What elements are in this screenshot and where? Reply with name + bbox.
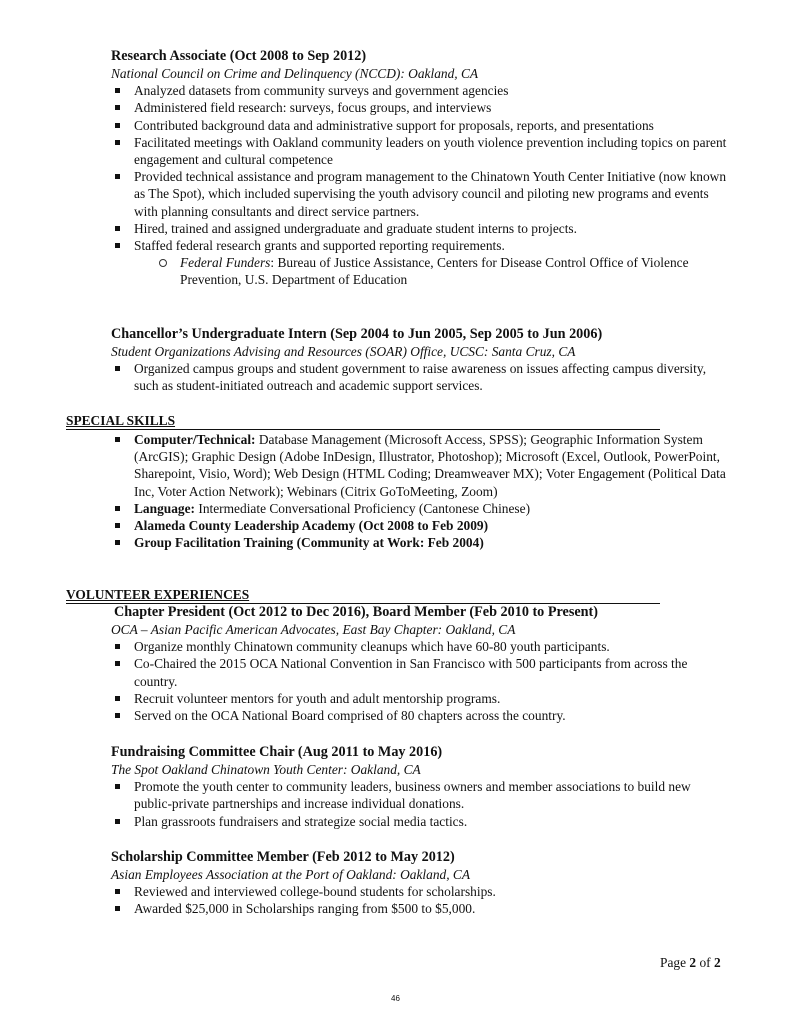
skill-label: Computer/Technical: xyxy=(134,432,256,447)
job-organization: OCA – Asian Pacific American Advocates, East Bay Chapter: Oakland, CA xyxy=(111,622,516,637)
page-total: 2 xyxy=(713,955,721,970)
job-title: Fundraising Committee Chair (Aug 2011 to May 2016) xyxy=(111,744,443,760)
job-bullets xyxy=(111,638,731,724)
job-organization: Student Organizations Advising and Resources (SOAR) Office, UCSC: Santa Cruz, CA xyxy=(111,344,576,359)
fundraising-section xyxy=(111,743,731,830)
job-bullets xyxy=(111,360,731,394)
list-item: Plan grassroots fundraisers and strategize social media tactics. xyxy=(111,813,731,830)
sub-bullets xyxy=(111,254,731,288)
list-item: Analyzed datasets from community surveys and government agencies xyxy=(111,82,731,99)
list-item xyxy=(111,500,741,517)
list-item: Promote the youth center to community leaders, business owners and member associations to build new public-private partnerships and increase individual donations. xyxy=(111,778,731,812)
list-item: Group Facilitation Training (Community at Work: Feb 2004) xyxy=(111,534,741,551)
list-item: Served on the OCA National Board comprised of 80 chapters across the country. xyxy=(111,707,731,724)
research-associate-section xyxy=(111,47,731,289)
page-word: Page xyxy=(660,955,690,970)
job-organization: Asian Employees Association at the Port of Oakland: Oakland, CA xyxy=(111,867,471,882)
job-title: Chapter President (Oct 2012 to Dec 2016), Board Member (Feb 2010 to Present) xyxy=(114,604,598,620)
skill-text: Intermediate Conversational Proficiency (Cantonese Chinese) xyxy=(195,500,531,516)
skill-text: Database Management (Microsoft Access, SPSS); Geographic Information System (ArcGIS); Graphic Design (Adobe InDesign, Illustrator, Photoshop); Microsoft (Excel, Outlook, PowerPoint, Sharepoint, Visio, Word); Web Design (HTML Coding; Dreamweaver MX); Voter Engagement (Political Data Inc, Voter Action Network); Webinars (Citrix GoToMeeting, Zoom) xyxy=(134,432,726,499)
list-item: Reviewed and interviewed college-bound students for scholarships. xyxy=(111,883,731,900)
skill-label: Language: xyxy=(134,500,196,516)
list-item: Contributed background data and administrative support for proposals, reports, and presentations xyxy=(111,117,731,134)
of-word: of xyxy=(696,955,714,970)
list-item: Hired, trained and assigned undergraduate and graduate student interns to projects. xyxy=(111,220,731,237)
job-title: Research Associate (Oct 2008 to Sep 2012) xyxy=(111,48,367,64)
job-title: Scholarship Committee Member (Feb 2012 to May 2012) xyxy=(111,849,455,865)
job-organization: National Council on Crime and Delinquency (NCCD): Oakland, CA xyxy=(111,66,479,81)
list-item: Alameda County Leadership Academy (Oct 2008 to Feb 2009) xyxy=(111,517,741,534)
job-bullets xyxy=(111,778,731,830)
list-item: Facilitated meetings with Oakland community leaders on youth violence prevention including topics on parent engagement and cultural competence xyxy=(111,134,731,168)
list-item: Recruit volunteer mentors for youth and adult mentorship programs. xyxy=(111,690,731,707)
document-page-number: 46 xyxy=(391,994,400,1003)
oca-section xyxy=(114,603,734,621)
oca-details xyxy=(111,621,731,724)
skills-bullets xyxy=(111,431,741,551)
sub-text: : Bureau of Justice Assistance, Centers for Disease Control Office of Violence Prevention, U.S. Department of Education xyxy=(180,255,689,288)
list-item: Staffed federal research grants and supported reporting requirements. xyxy=(111,237,731,254)
job-organization: The Spot Oakland Chinatown Youth Center: Oakland, CA xyxy=(111,762,421,777)
job-bullets xyxy=(111,883,731,917)
special-skills-list xyxy=(111,431,741,551)
intern-section xyxy=(111,325,731,395)
list-item: Awarded $25,000 in Scholarships ranging from $500 to $5,000. xyxy=(111,900,731,917)
page-current: 2 xyxy=(689,955,697,970)
list-item xyxy=(111,431,741,500)
list-item: Administered field research: surveys, focus groups, and interviews xyxy=(111,99,731,116)
list-item: Organized campus groups and student government to raise awareness on issues affecting campus diversity, such as student-initiated outreach and academic support services. xyxy=(111,360,731,394)
list-item: Co-Chaired the 2015 OCA National Convention in San Francisco with 500 participants from across the country. xyxy=(111,655,731,689)
list-item: Organize monthly Chinatown community cleanups which have 60-80 youth participants. xyxy=(111,638,731,655)
sub-label: Federal Funders xyxy=(180,255,271,271)
job-bullets xyxy=(111,82,731,254)
page-indicator xyxy=(660,954,721,971)
job-title: Chancellor’s Undergraduate Intern (Sep 2004 to Jun 2005, Sep 2005 to Jun 2006) xyxy=(111,326,603,342)
section-heading-volunteer: VOLUNTEER EXPERIENCES xyxy=(66,587,660,604)
scholarship-section xyxy=(111,848,731,918)
sub-list-item xyxy=(157,254,731,288)
list-item: Provided technical assistance and program management to the Chinatown Youth Center Initiative (now known as The Spot), which included supervising the youth advisory council and piloting new programs and events with planning consultants and direct service partners. xyxy=(111,168,731,220)
section-heading-special-skills: SPECIAL SKILLS xyxy=(66,413,660,430)
